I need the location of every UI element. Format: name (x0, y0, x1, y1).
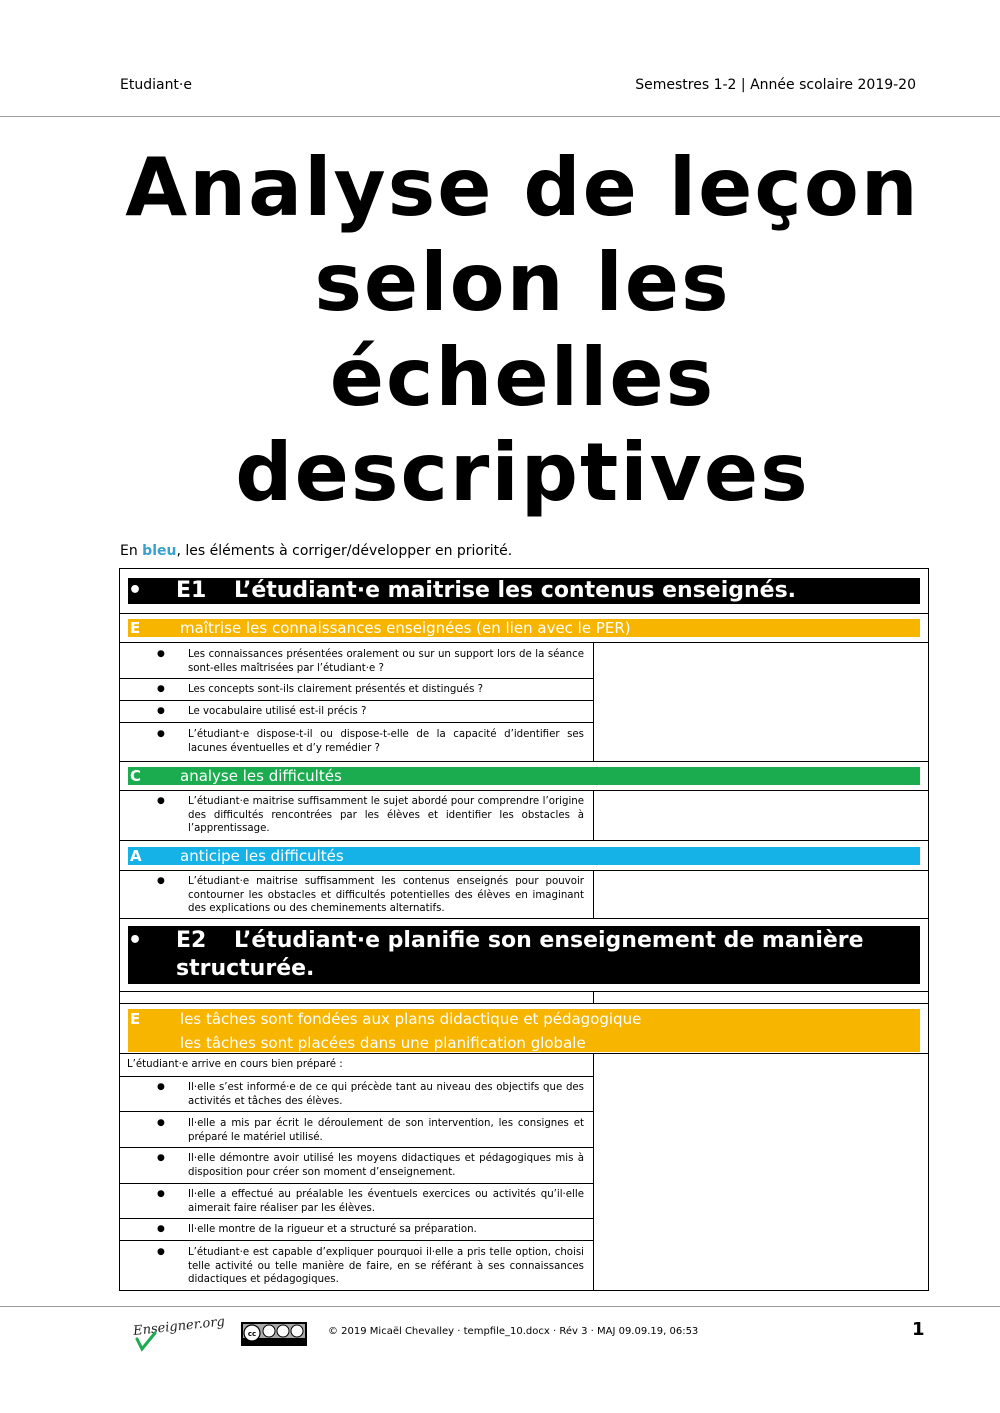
e2-code: E2 (176, 928, 207, 953)
e1-section-c-bar (128, 767, 920, 785)
column-divider (593, 870, 594, 919)
e1-section-a-bar (128, 847, 920, 865)
item-text: Il·elle montre de la rigueur et a structuré sa préparation. (188, 1224, 477, 1235)
intro-before: En (120, 543, 143, 559)
page-number: 1 (912, 1319, 925, 1340)
section-letter: E (130, 1010, 141, 1028)
item-text: Les connaissances présentées oralement ou sur un support lors de la séance sont-elles maîtrisées par l’étudiant·e ? (188, 649, 584, 674)
intro-text (120, 543, 512, 559)
item-text: L’étudiant·e est capable d’expliquer pourquoi il·elle a pris telle option, choisi telle activité ou telle manière de faire, en se référant à ses connaissances didactiques et pédagogiques. (188, 1247, 584, 1285)
item-text: Il·elle démontre avoir utilisé les moyens didactiques et pédagogiques mis à disposition pour créer son moment d’enseignement. (188, 1153, 584, 1178)
e2-title-line-2: structurée. (176, 956, 315, 981)
bullet-icon: ● (157, 876, 165, 886)
item-divider (119, 1076, 594, 1077)
e2-section-e-bar (128, 1009, 920, 1052)
bullet-icon: ● (157, 706, 165, 716)
item-text: Les concepts sont-ils clairement présentés et distingués ? (188, 684, 484, 695)
e1-code: E1 (176, 578, 207, 603)
item-text: Il·elle s’est informé·e de ce qui précède tant au niveau des objectifs que des activités et tâches des élèves. (188, 1082, 584, 1107)
row-divider (119, 840, 929, 841)
item-text: Il·elle a effectué au préalable les éventuels exercices ou activités qu’il·elle aimerait faire réaliser par les élèves. (188, 1189, 584, 1214)
item-text: L’étudiant·e maitrise suffisamment les contenus enseignés pour pouvoir contourner les obstacles et difficultés potentielles des élèves en imaginant des explications ou des cheminements alternatifs. (188, 876, 584, 914)
bullet-icon: ● (157, 796, 165, 806)
bullet-icon: ● (157, 1118, 165, 1128)
item-divider (119, 1111, 594, 1112)
item-text: Il·elle a mis par écrit le déroulement de son intervention, les consignes et préparé le matériel utilisé. (188, 1118, 584, 1143)
item-divider (119, 700, 594, 701)
footer-text: © 2019 Micaël Chevalley · tempfile_10.docx · Rév 3 · MAJ 09.09.19, 06:53 (328, 1326, 699, 1337)
bullet-icon: ● (157, 649, 165, 659)
section-letter: A (130, 847, 142, 865)
title-line-3: échelles (329, 331, 716, 424)
item-divider (119, 1218, 594, 1219)
bullet-icon: ● (157, 1189, 165, 1199)
bullet-icon: ● (157, 1153, 165, 1163)
section-label-2: les tâches sont placées dans une planification globale (180, 1034, 586, 1052)
section-label-1: les tâches sont fondées aux plans didactique et pédagogique (180, 1010, 642, 1028)
row-divider (119, 1053, 929, 1054)
page-title (100, 140, 945, 520)
title-line-1: Analyse de leçon (125, 141, 920, 234)
e1-heading (128, 578, 920, 604)
row-divider (119, 1003, 929, 1004)
enseigner-logo (131, 1313, 227, 1355)
item-divider (119, 1240, 594, 1241)
e2-bullet: • (128, 928, 143, 953)
intro-highlight: bleu (142, 543, 177, 559)
cc-license-badge (241, 1322, 307, 1346)
item-text: Le vocabulaire utilisé est-il précis ? (188, 706, 367, 717)
section-letter: E (130, 619, 141, 637)
e2-heading (128, 926, 920, 984)
title-line-4: descriptives (235, 426, 810, 519)
item-divider (119, 1147, 594, 1148)
column-divider (593, 790, 594, 840)
row-divider (119, 613, 929, 614)
section-letter: C (130, 767, 142, 785)
header-left-text: Etudiant·e (120, 77, 192, 93)
e2-title-line-1: L’étudiant·e planifie son enseignement de manière (234, 928, 864, 953)
e1-bullet: • (128, 578, 143, 603)
row-divider (119, 991, 929, 992)
row-divider (119, 790, 929, 791)
section-label: anticipe les difficultés (180, 847, 344, 865)
logo-text: Enseigner.org (132, 1314, 226, 1339)
column-divider (593, 642, 594, 761)
section-label: analyse les difficultés (180, 767, 342, 785)
bullet-icon: ● (157, 684, 165, 694)
column-divider (593, 1053, 594, 1291)
item-text: L’étudiant·e dispose-t-il ou dispose-t-elle de la capacité d’identifier ses lacunes éventuelles et d’y remédier ? (188, 729, 584, 754)
e2-intro-text: L’étudiant·e arrive en cours bien préparé : (127, 1059, 343, 1070)
column-divider (593, 991, 594, 1003)
bullet-icon: ● (157, 1247, 165, 1257)
bullet-icon: ● (157, 1082, 165, 1092)
title-line-2: selon les (314, 236, 731, 329)
header-divider (0, 116, 1000, 117)
item-text: L’étudiant·e maitrise suffisamment le sujet abordé pour comprendre l’origine des difficultés rencontrées par les élèves et identifier les obstacles à l’apprentissage. (188, 796, 584, 834)
bullet-icon: ● (157, 1224, 165, 1234)
header-right-text: Semestres 1-2 | Année scolaire 2019-20 (635, 77, 916, 93)
item-divider (119, 678, 594, 679)
intro-after: , les éléments à corriger/développer en priorité. (176, 543, 513, 559)
svg-text:cc: cc (247, 1330, 257, 1338)
e1-title: L’étudiant·e maitrise les contenus enseignés. (234, 578, 797, 603)
e1-section-e-bar (128, 619, 920, 637)
section-label: maîtrise les connaissances enseignées (en lien avec le PER) (180, 619, 631, 637)
row-divider (119, 870, 929, 871)
row-divider (119, 642, 929, 643)
item-divider (119, 1183, 594, 1184)
row-divider (119, 761, 929, 762)
item-divider (119, 722, 594, 723)
footer-divider (0, 1306, 1000, 1307)
bullet-icon: ● (157, 729, 165, 739)
